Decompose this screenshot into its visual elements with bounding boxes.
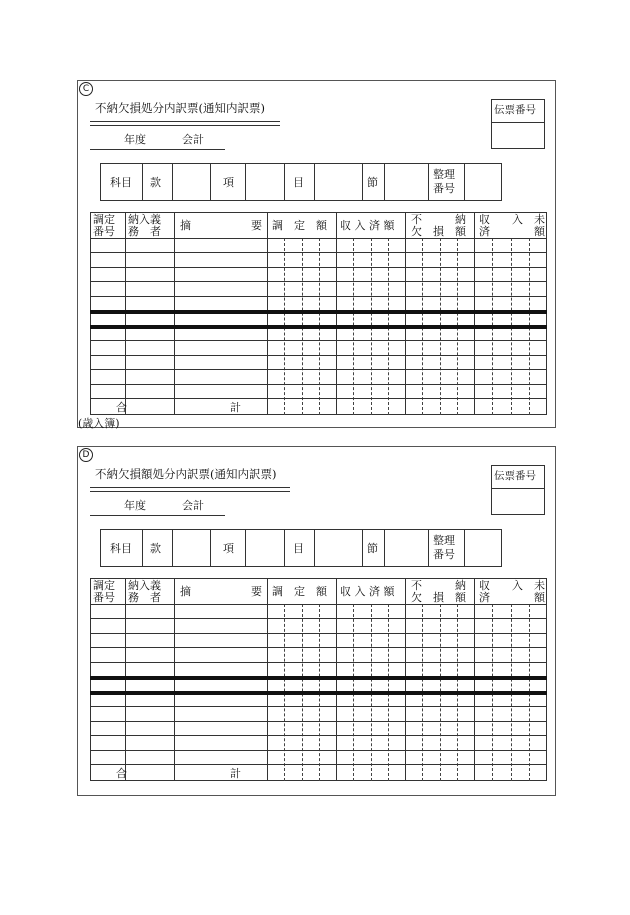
slip-number-divider: [491, 488, 545, 489]
payer-label-2: 務 者: [128, 591, 161, 604]
category-divider: [210, 529, 211, 567]
uncollected-label-1: 収 入 未: [479, 213, 545, 226]
category-divider: [362, 529, 363, 567]
choutei-amount-label: 調 定 額: [272, 585, 327, 598]
choutei-no-label-1: 調定: [93, 213, 115, 226]
total-label-2: 計: [230, 767, 241, 780]
summary-label-2: 要: [251, 585, 262, 598]
loss-label-1: 不 納: [411, 213, 466, 226]
title-underline: [90, 121, 280, 126]
row-line: [90, 369, 547, 370]
choutei-amount-label: 調 定 額: [272, 219, 327, 232]
collected-amount-label: 収 入 済 額: [340, 219, 395, 232]
row-line: [90, 238, 547, 239]
row-line: [90, 384, 547, 385]
summary-label-1: 摘: [180, 219, 191, 232]
choutei-no-label-2: 番号: [93, 591, 115, 604]
payer-label-1: 納入義: [128, 579, 161, 592]
row-line: [90, 604, 547, 605]
uncollected-label-2: 済 額: [479, 225, 545, 238]
payer-label-2: 務 者: [128, 225, 161, 238]
row-line: [90, 296, 547, 297]
year-underline: [90, 149, 225, 150]
row-line: [90, 647, 547, 648]
collected-amount-label: 収 入 済 額: [340, 585, 395, 598]
summary-label-1: 摘: [180, 585, 191, 598]
row-line: [90, 340, 547, 341]
row-line: [90, 355, 547, 356]
category-divider: [245, 529, 246, 567]
kamoku-label: 科目: [110, 176, 132, 189]
row-line: [90, 267, 547, 268]
year-underline: [90, 515, 225, 516]
separator-bar-upper: [90, 676, 547, 680]
category-divider: [142, 163, 143, 201]
category-divider: [284, 163, 285, 201]
total-label-1: 合: [116, 401, 127, 414]
total-label-2: 計: [230, 401, 241, 414]
row-line: [90, 252, 547, 253]
choutei-no-label-2: 番号: [93, 225, 115, 238]
category-divider: [464, 163, 465, 201]
title-underline: [90, 487, 290, 492]
category-divider: [142, 529, 143, 567]
row-line: [90, 633, 547, 634]
row-line: [90, 618, 547, 619]
category-divider: [428, 529, 429, 567]
row-line: [90, 750, 547, 751]
account-label: 会計: [182, 133, 204, 146]
separator-bar-lower: [90, 325, 547, 329]
category-divider: [384, 163, 385, 201]
summary-label-2: 要: [251, 219, 262, 232]
row-line: [90, 662, 547, 663]
kan-label: 款: [150, 542, 161, 555]
separator-bar-lower: [90, 691, 547, 695]
category-divider: [172, 529, 173, 567]
separator-bar-upper: [90, 310, 547, 314]
kou-label: 項: [223, 542, 234, 555]
row-line: [90, 721, 547, 722]
row-line: [90, 706, 547, 707]
fiscal-year-label: 年度: [124, 133, 146, 146]
setsu-label: 節: [367, 542, 378, 555]
category-divider: [428, 163, 429, 201]
category-divider: [210, 163, 211, 201]
account-label: 会計: [182, 499, 204, 512]
form-c: [77, 80, 556, 428]
uncollected-label-1: 収 入 未: [479, 579, 545, 592]
payer-label-1: 納入義: [128, 213, 161, 226]
slip-number-label: 伝票番号: [494, 470, 536, 482]
form-title: 不納欠損額処分内訳票(通知内訳票): [95, 467, 277, 481]
category-divider: [314, 163, 315, 201]
seiri-label-2: 番号: [433, 548, 455, 561]
moku-label: 目: [293, 542, 304, 555]
seiri-label-1: 整理: [433, 168, 455, 181]
category-divider: [464, 529, 465, 567]
loss-label-2: 欠 損 額: [411, 225, 466, 238]
loss-label-2: 欠 損 額: [411, 591, 466, 604]
form-marker: D: [79, 448, 93, 462]
uncollected-label-2: 済 額: [479, 591, 545, 604]
category-divider: [245, 163, 246, 201]
total-label-1: 合: [116, 767, 127, 780]
row-line: [90, 281, 547, 282]
moku-label: 目: [293, 176, 304, 189]
category-divider: [314, 529, 315, 567]
choutei-no-label-1: 調定: [93, 579, 115, 592]
category-divider: [172, 163, 173, 201]
kou-label: 項: [223, 176, 234, 189]
seiri-label-2: 番号: [433, 182, 455, 195]
category-divider: [284, 529, 285, 567]
slip-number-label: 伝票番号: [494, 104, 536, 116]
kan-label: 款: [150, 176, 161, 189]
slip-number-divider: [491, 122, 545, 123]
form-marker: C: [79, 82, 93, 96]
setsu-label: 節: [367, 176, 378, 189]
form-d: [77, 446, 556, 796]
category-divider: [362, 163, 363, 201]
row-line: [90, 735, 547, 736]
row-line: [90, 764, 547, 765]
category-divider: [384, 529, 385, 567]
kamoku-label: 科目: [110, 542, 132, 555]
form-title: 不納欠損処分内訳票(通知内訳票): [95, 101, 265, 115]
ledger-caption: (歳入簿): [78, 417, 120, 430]
row-line: [90, 398, 547, 399]
loss-label-1: 不 納: [411, 579, 466, 592]
fiscal-year-label: 年度: [124, 499, 146, 512]
seiri-label-1: 整理: [433, 534, 455, 547]
